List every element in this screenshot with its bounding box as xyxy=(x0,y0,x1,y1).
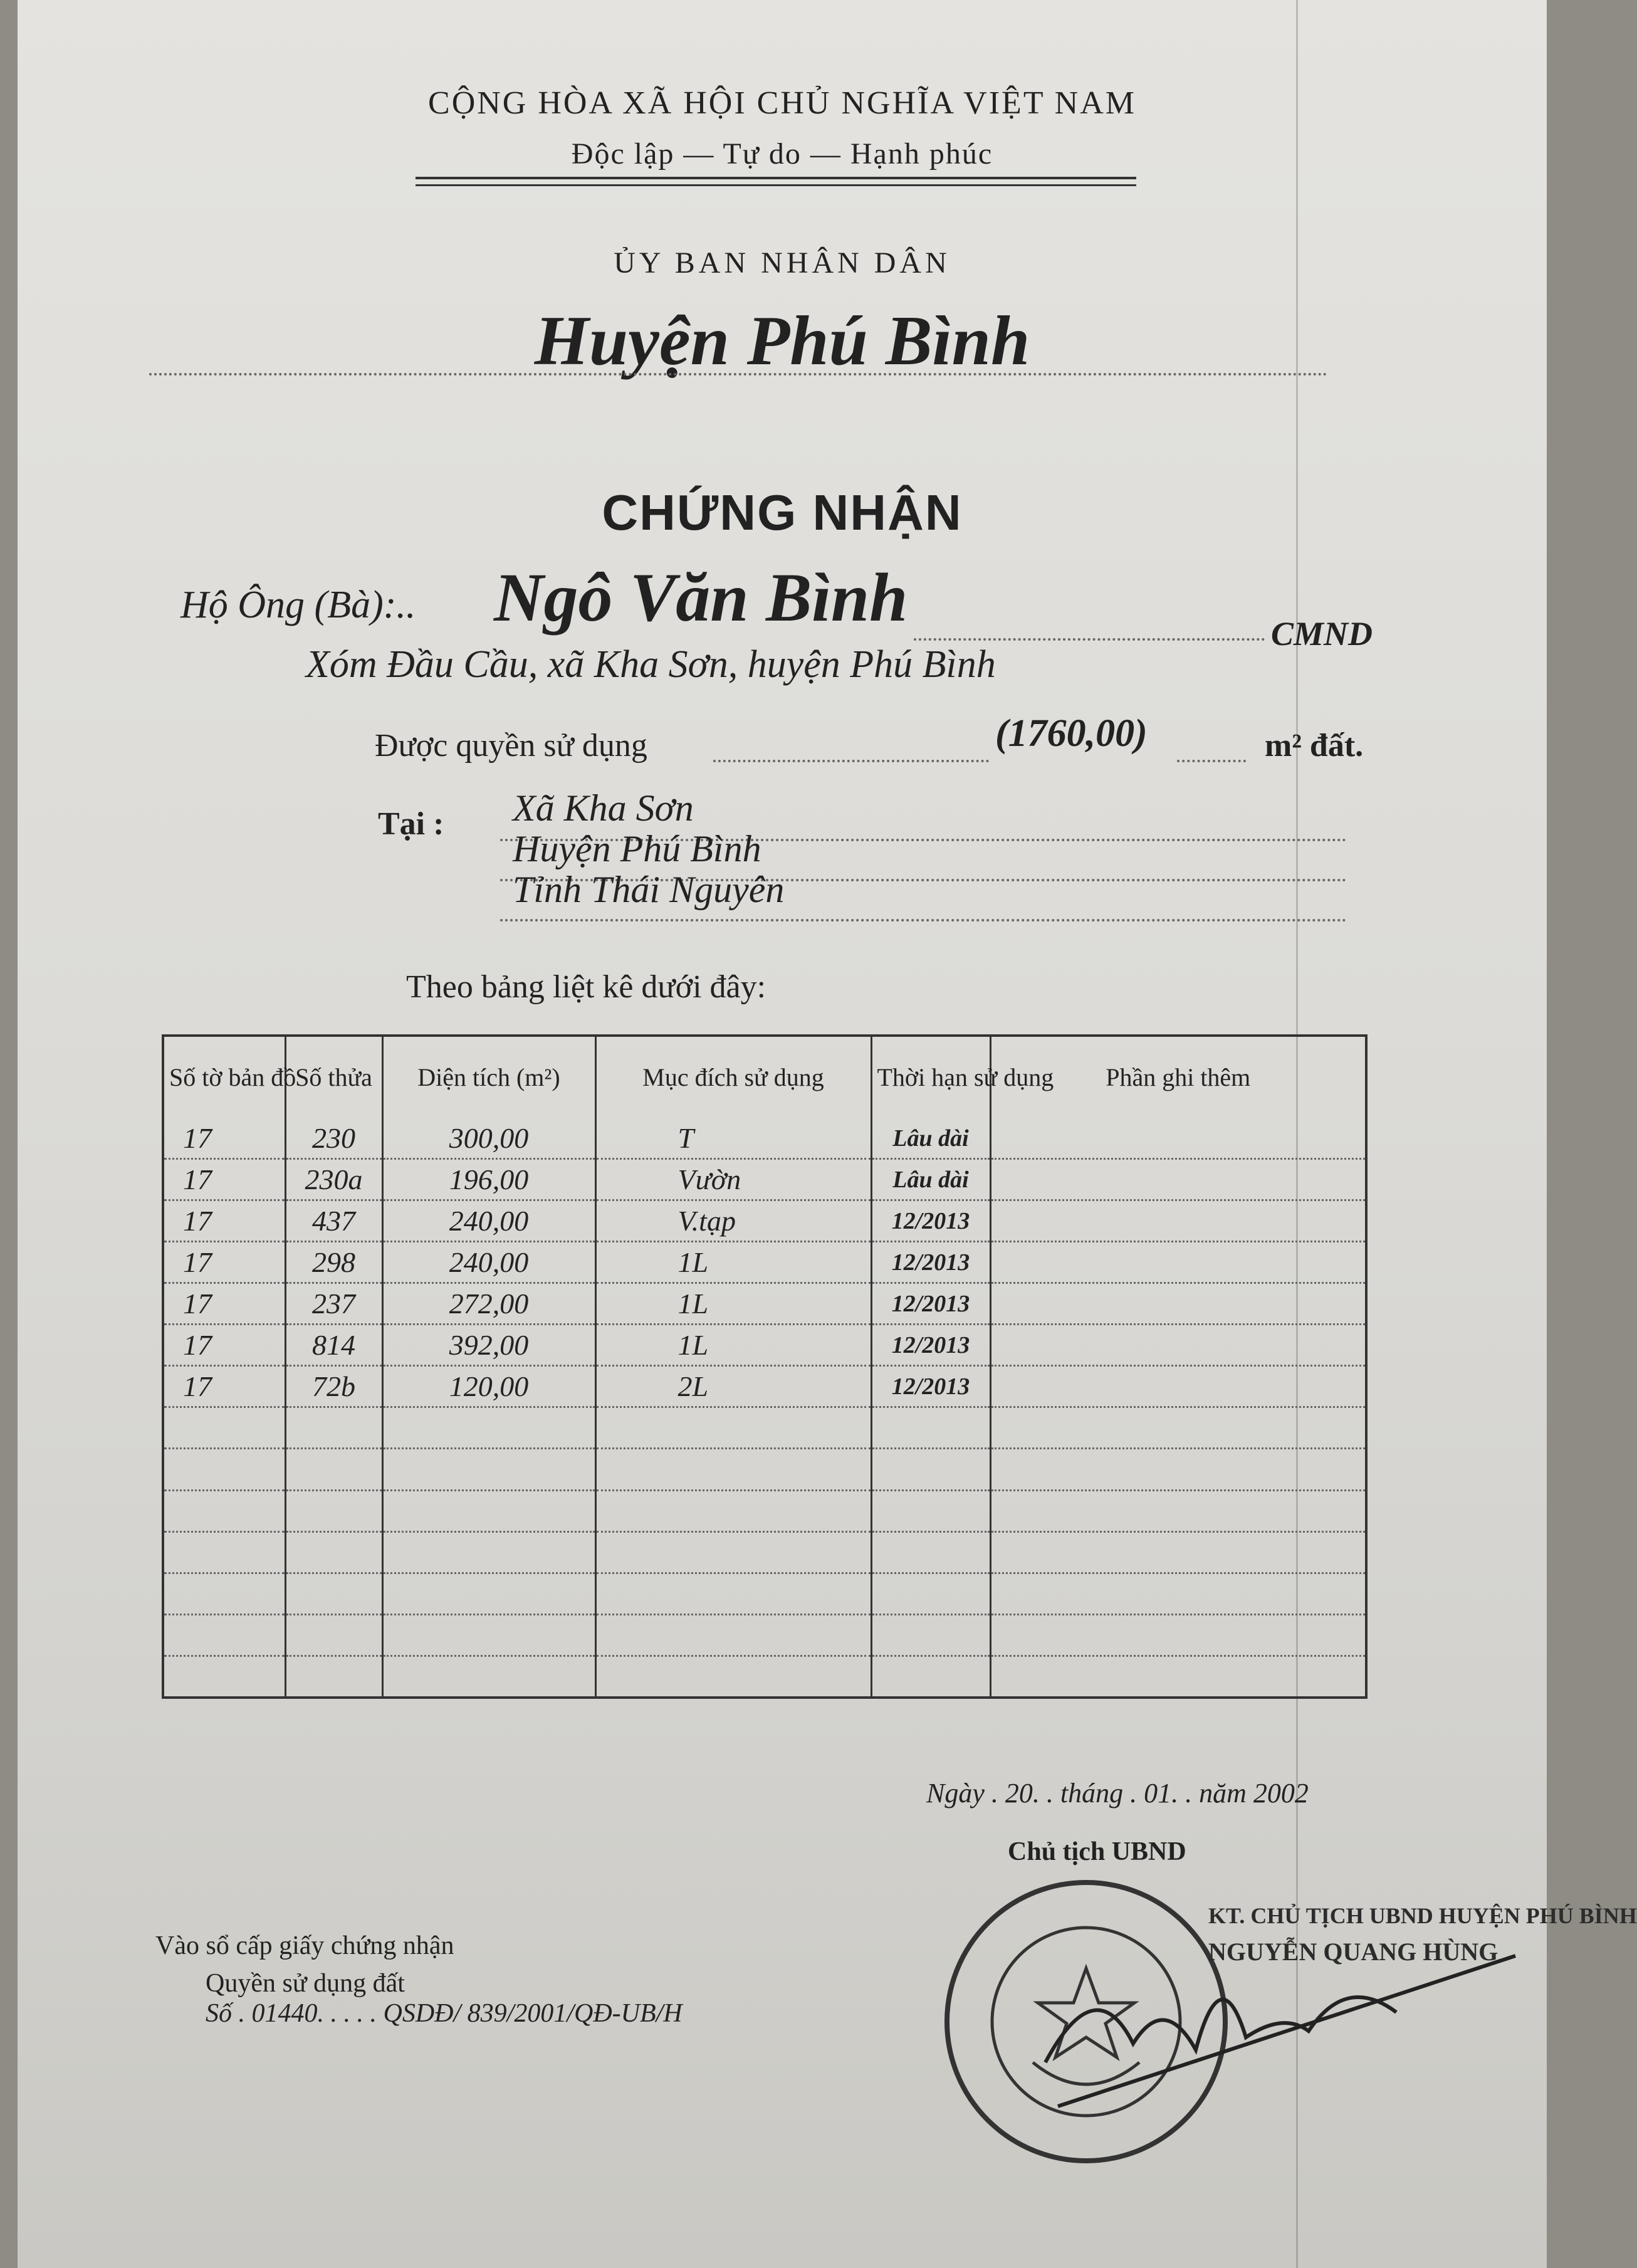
empty-cell xyxy=(595,1656,871,1698)
empty-cell xyxy=(871,1614,990,1656)
table-header-row xyxy=(163,1036,1366,1118)
cell-area: 300,00 xyxy=(382,1118,595,1159)
cell-parcel-number: 298 xyxy=(285,1242,382,1283)
issuer-committee: ỦY BAN NHÂN DÂN xyxy=(614,246,951,280)
empty-cell xyxy=(595,1407,871,1449)
empty-cell xyxy=(382,1407,595,1449)
empty-cell xyxy=(163,1531,285,1573)
cell-area: 120,00 xyxy=(382,1366,595,1407)
column-header-area: Diện tích (m²) xyxy=(382,1036,595,1118)
empty-cell xyxy=(285,1656,382,1698)
holder-label: Hộ Ông (Bà):.. xyxy=(180,584,416,626)
column-header-map-sheet: Số tờ bản đồ xyxy=(163,1036,285,1118)
cell-parcel-number: 237 xyxy=(285,1283,382,1325)
cell-area: 272,00 xyxy=(382,1283,595,1325)
cell-map-sheet: 17 xyxy=(163,1118,285,1159)
area-dotted-tail xyxy=(1177,760,1246,762)
location-commune: Xã Kha Sơn xyxy=(513,787,694,829)
column-header-term: Thời hạn sử dụng xyxy=(871,1036,990,1118)
table-row xyxy=(163,1242,1366,1283)
cell-notes xyxy=(990,1242,1366,1283)
empty-cell xyxy=(382,1490,595,1531)
empty-cell xyxy=(163,1614,285,1656)
table-row xyxy=(163,1159,1366,1200)
cell-area: 240,00 xyxy=(382,1242,595,1283)
national-motto: Độc lập — Tự do — Hạnh phúc xyxy=(571,137,993,171)
registration-number: Số . 01440. . . . . QSDĐ/ 839/2001/QĐ-UB/H xyxy=(206,1999,683,2028)
location-label: Tại : xyxy=(378,806,444,842)
location-district: Huyện Phú Bình xyxy=(513,828,761,869)
cell-map-sheet: 17 xyxy=(163,1159,285,1200)
empty-table-row xyxy=(163,1449,1366,1490)
empty-cell xyxy=(871,1449,990,1490)
empty-cell xyxy=(285,1614,382,1656)
cell-notes xyxy=(990,1366,1366,1407)
cell-term: 12/2013 xyxy=(871,1242,990,1283)
empty-cell xyxy=(382,1449,595,1490)
empty-cell xyxy=(163,1449,285,1490)
cell-term: 12/2013 xyxy=(871,1200,990,1242)
certificate-page xyxy=(18,0,1637,2268)
empty-cell xyxy=(595,1573,871,1614)
table-row xyxy=(163,1325,1366,1366)
cell-map-sheet: 17 xyxy=(163,1200,285,1242)
empty-cell xyxy=(595,1614,871,1656)
empty-cell xyxy=(871,1490,990,1531)
cell-parcel-number: 72b xyxy=(285,1366,382,1407)
signatory-title: Chủ tịch UBND xyxy=(1008,1837,1186,1866)
table-intro: Theo bảng liệt kê dưới đây: xyxy=(406,969,766,1005)
cell-notes xyxy=(990,1325,1366,1366)
cell-land-use-purpose: Vườn xyxy=(595,1159,871,1200)
empty-cell xyxy=(285,1573,382,1614)
empty-cell xyxy=(163,1490,285,1531)
area-unit: m² đất. xyxy=(1265,728,1364,764)
entitlement-label: Được quyền sử dụng xyxy=(375,728,647,764)
column-header-notes: Phần ghi thêm xyxy=(990,1036,1366,1118)
cell-land-use-purpose: 1L xyxy=(595,1283,871,1325)
cell-area: 240,00 xyxy=(382,1200,595,1242)
stamp-title: KT. CHỦ TỊCH UBND HUYỆN PHÚ BÌNH xyxy=(1208,1903,1637,1928)
empty-cell xyxy=(285,1449,382,1490)
cell-area: 392,00 xyxy=(382,1325,595,1366)
empty-table-row xyxy=(163,1656,1366,1698)
empty-cell xyxy=(595,1449,871,1490)
empty-cell xyxy=(990,1449,1366,1490)
table-row xyxy=(163,1200,1366,1242)
holder-address: Xóm Đầu Cầu, xã Kha Sơn, huyện Phú Bình xyxy=(306,643,996,686)
empty-cell xyxy=(382,1573,595,1614)
cell-map-sheet: 17 xyxy=(163,1325,285,1366)
table-row xyxy=(163,1283,1366,1325)
signatory-name: NGUYỄN QUANG HÙNG xyxy=(1208,1938,1498,1966)
header-rule xyxy=(416,177,1136,179)
cell-map-sheet: 17 xyxy=(163,1366,285,1407)
holder-name: Ngô Văn Bình xyxy=(494,559,908,636)
empty-cell xyxy=(871,1573,990,1614)
cell-term: 12/2013 xyxy=(871,1366,990,1407)
total-area: (1760,00) xyxy=(995,712,1148,755)
header-rule-double xyxy=(416,184,1136,186)
registration-line-2: Quyền sử dụng đất xyxy=(206,1969,405,1998)
empty-table-row xyxy=(163,1407,1366,1449)
empty-cell xyxy=(871,1407,990,1449)
holder-dotted-line xyxy=(914,638,1265,641)
empty-table-row xyxy=(163,1531,1366,1573)
cell-land-use-purpose: V.tạp xyxy=(595,1200,871,1242)
land-parcel-table xyxy=(162,1034,1368,1699)
cell-land-use-purpose: 1L xyxy=(595,1242,871,1283)
empty-table-row xyxy=(163,1614,1366,1656)
empty-cell xyxy=(871,1656,990,1698)
cell-land-use-purpose: T xyxy=(595,1118,871,1159)
entitlement-dotted-line xyxy=(713,760,989,762)
empty-cell xyxy=(285,1407,382,1449)
location-province: Tỉnh Thái Nguyên xyxy=(513,869,785,910)
empty-cell xyxy=(285,1490,382,1531)
empty-cell xyxy=(990,1531,1366,1573)
empty-cell xyxy=(163,1407,285,1449)
empty-cell xyxy=(990,1490,1366,1531)
empty-cell xyxy=(990,1407,1366,1449)
cell-area: 196,00 xyxy=(382,1159,595,1200)
district-dotted-line xyxy=(149,373,1327,375)
cell-land-use-purpose: 1L xyxy=(595,1325,871,1366)
cell-land-use-purpose: 2L xyxy=(595,1366,871,1407)
nation-name: CỘNG HÒA XÃ HỘI CHỦ NGHĨA VIỆT NAM xyxy=(428,85,1136,121)
cell-parcel-number: 230a xyxy=(285,1159,382,1200)
registration-line-1: Vào sổ cấp giấy chứng nhận xyxy=(155,1931,454,1960)
cell-term: 12/2013 xyxy=(871,1325,990,1366)
empty-cell xyxy=(871,1531,990,1573)
cell-parcel-number: 437 xyxy=(285,1200,382,1242)
column-header-parcel-number: Số thửa xyxy=(285,1036,382,1118)
cell-notes xyxy=(990,1283,1366,1325)
empty-cell xyxy=(990,1573,1366,1614)
id-card-label: CMND xyxy=(1271,615,1373,653)
cell-parcel-number: 814 xyxy=(285,1325,382,1366)
empty-cell xyxy=(595,1490,871,1531)
empty-cell xyxy=(382,1614,595,1656)
empty-table-row xyxy=(163,1490,1366,1531)
cell-notes xyxy=(990,1159,1366,1200)
empty-cell xyxy=(595,1531,871,1573)
location-line-3 xyxy=(500,919,1346,921)
empty-cell xyxy=(163,1656,285,1698)
cell-map-sheet: 17 xyxy=(163,1242,285,1283)
issue-date: Ngày . 20. . tháng . 01. . năm 2002 xyxy=(926,1778,1309,1809)
cell-notes xyxy=(990,1200,1366,1242)
table-body xyxy=(163,1118,1366,1698)
cell-parcel-number: 230 xyxy=(285,1118,382,1159)
cell-notes xyxy=(990,1118,1366,1159)
table-row xyxy=(163,1366,1366,1407)
cell-map-sheet: 17 xyxy=(163,1283,285,1325)
empty-cell xyxy=(382,1656,595,1698)
empty-cell xyxy=(285,1531,382,1573)
table-row xyxy=(163,1118,1366,1159)
empty-table-row xyxy=(163,1573,1366,1614)
cell-term: 12/2013 xyxy=(871,1283,990,1325)
cell-term: Lâu dài xyxy=(871,1118,990,1159)
empty-cell xyxy=(990,1614,1366,1656)
cell-term: Lâu dài xyxy=(871,1159,990,1200)
document-title: CHỨNG NHẬN xyxy=(602,485,963,540)
empty-cell xyxy=(990,1656,1366,1698)
column-header-land-use-purpose: Mục đích sử dụng xyxy=(595,1036,871,1118)
empty-cell xyxy=(163,1573,285,1614)
empty-cell xyxy=(382,1531,595,1573)
issuer-district: Huyện Phú Bình xyxy=(534,302,1030,380)
